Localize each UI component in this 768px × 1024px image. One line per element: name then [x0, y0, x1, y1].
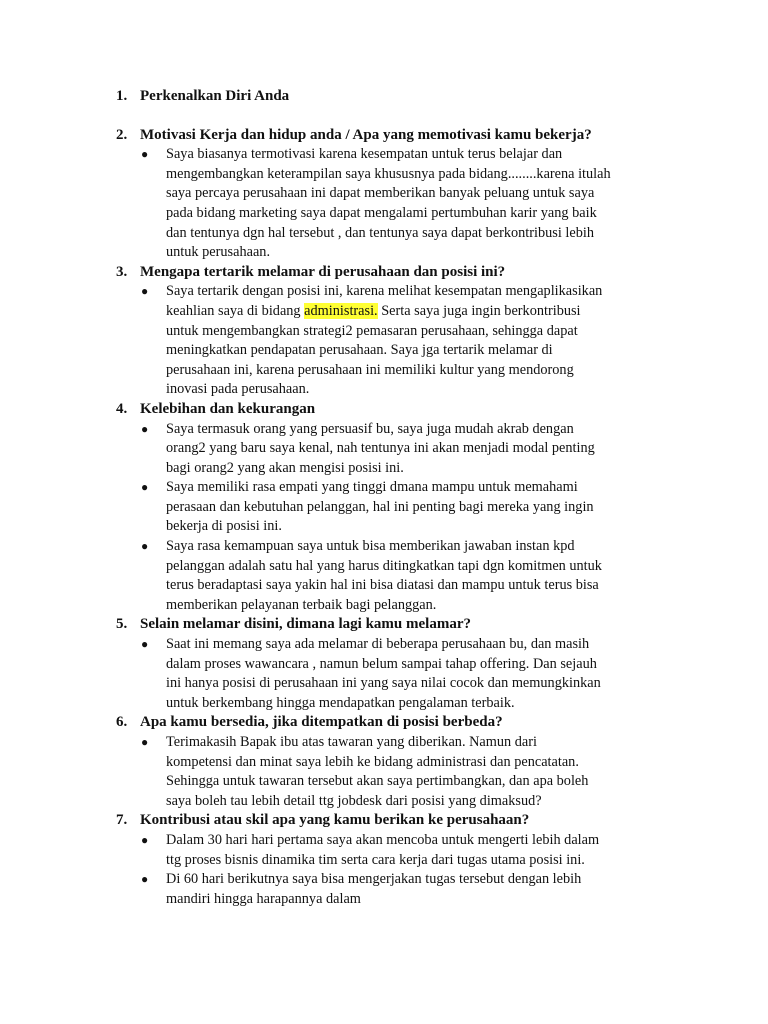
answer-list — [116, 145, 656, 263]
question-number: 4. — [116, 400, 128, 417]
answer-line: mandiri hingga harapannya dalam — [166, 890, 361, 907]
answer-line: Saya rasa kemampuan saya untuk bisa memberikan jawaban instan kpd — [166, 538, 575, 555]
answer-item — [116, 478, 656, 537]
answer-line: dan tentunya dgn hal tersebut , dan tentunya saya dapat berkontribusi lebih — [166, 224, 594, 241]
answer-line: pelanggan adalah satu hal yang harus ditingkatkan tapi dgn komitmen untuk — [166, 557, 602, 574]
answer-item — [116, 635, 656, 713]
answer-line: orang2 yang baru saya kenal, nah tentunya ini akan menjadi modal penting — [166, 440, 595, 457]
question-title: Motivasi Kerja dan hidup anda / Apa yang memotivasi kamu bekerja? — [140, 126, 592, 143]
question-title: Apa kamu bersedia, jika ditempatkan di posisi berbeda? — [140, 714, 503, 731]
question-number: 1. — [116, 88, 128, 104]
answer-item — [116, 870, 656, 909]
answer-line — [166, 302, 656, 322]
answer-list — [116, 831, 656, 909]
answer-line: saya percaya perusahaan ini dapat memberikan banyak peluang untuk saya — [166, 185, 595, 202]
question-number: 6. — [116, 714, 128, 731]
answer-list — [116, 733, 656, 811]
question-item — [116, 713, 656, 811]
answer-line: Sehingga untuk tawaran tersebut akan saya pertimbangkan, dan apa boleh — [166, 773, 589, 790]
answer-line: pada bidang marketing saya dapat mengalami pertumbuhan karir yang baik — [166, 204, 597, 221]
question-item — [116, 263, 656, 400]
answer-line: bekerja di posisi ini. — [166, 518, 282, 535]
question-item — [116, 615, 656, 713]
answer-item — [116, 733, 656, 811]
bullet-icon: ● — [141, 480, 149, 495]
answer-line: Dalam 30 hari hari pertama saya akan mencoba untuk mengerti lebih dalam — [166, 831, 600, 848]
question-list — [116, 87, 656, 909]
question-item — [116, 126, 656, 263]
answer-line: Saya biasanya termotivasi karena kesempatan untuk terus belajar dan — [166, 146, 563, 163]
answer-line: Saya tertarik dengan posisi ini, karena melihat kesempatan mengaplikasikan — [166, 283, 603, 300]
answer-line: bagi orang2 yang akan mengisi posisi ini. — [166, 459, 404, 476]
question-item — [116, 811, 656, 909]
bullet-icon: ● — [141, 637, 149, 652]
answer-line: perusahaan ini, karena perusahaan ini memiliki kultur yang mendorong — [166, 361, 574, 378]
answer-list — [116, 420, 656, 616]
question-number: 3. — [116, 263, 128, 280]
question-number: 2. — [116, 126, 128, 143]
bullet-icon: ● — [141, 539, 149, 554]
answer-line: Saya memiliki rasa empati yang tinggi dmana mampu untuk memahami — [166, 479, 578, 496]
answer-line: Terimakasih Bapak ibu atas tawaran yang diberikan. Namun dari — [166, 734, 537, 750]
answer-line: untuk perusahaan. — [166, 244, 271, 261]
question-title: Selain melamar disini, dimana lagi kamu melamar? — [140, 616, 471, 633]
answer-line: perasaan dan kebutuhan pelanggan, hal ini penting bagi mereka yang ingin — [166, 498, 594, 515]
question-number: 5. — [116, 616, 128, 633]
text-segment: keahlian saya di bidang — [166, 302, 305, 319]
answer-item — [116, 831, 656, 870]
answer-line: kompetensi dan minat saya lebih ke bidang administrasi dan pencatatan. — [166, 753, 579, 770]
bullet-icon: ● — [141, 147, 149, 162]
answer-line: ttg proses bisnis dinamika tim serta cara kerja dari tugas utama posisi ini. — [166, 851, 585, 868]
question-title: Kontribusi atau skil apa yang kamu berikan ke perusahaan? — [140, 812, 530, 829]
answer-list — [116, 282, 656, 400]
bullet-icon: ● — [141, 832, 149, 847]
question-title: Mengapa tertarik melamar di perusahaan dan posisi ini? — [140, 263, 506, 280]
answer-line: Di 60 hari berikutnya saya bisa mengerjakan tugas tersebut dengan lebih — [166, 871, 582, 888]
answer-line: untuk berkembang hingga mendapatkan pengalaman terbaik. — [166, 694, 515, 711]
answer-line: dalam proses wawancara , namun belum sampai tahap offering. Dan sejauh — [166, 655, 597, 672]
highlighted-text: administrasi. — [304, 302, 378, 319]
answer-item — [116, 282, 656, 400]
answer-list — [116, 635, 656, 713]
answer-line: saya boleh tau lebih detail ttg jobdesk dari posisi yang dimaksud? — [166, 792, 542, 809]
answer-line: memberikan pelayanan terbaik bagi pelanggan. — [166, 596, 437, 613]
answer-line: Saat ini memang saya ada melamar di beberapa perusahaan bu, dan masih — [166, 636, 590, 653]
bullet-icon: ● — [141, 872, 149, 887]
answer-line: untuk mengembangkan strategi2 pemasaran perusahaan, sehingga dapat — [166, 322, 578, 339]
bullet-icon: ● — [141, 735, 149, 749]
question-item — [116, 87, 656, 107]
question-number: 7. — [116, 812, 128, 829]
answer-line: Saya termasuk orang yang persuasif bu, saya juga mudah akrab dengan — [166, 420, 574, 437]
bullet-icon: ● — [141, 284, 149, 299]
question-title: Perkenalkan Diri Anda — [140, 88, 290, 104]
question-item — [116, 400, 656, 616]
answer-item — [116, 420, 656, 479]
bullet-icon: ● — [141, 421, 149, 436]
answer-line: terus beradaptasi saya yakin hal ini bisa diatasi dan mampu untuk terus bisa — [166, 577, 599, 594]
answer-line: mengembangkan keterampilan saya khususnya pada bidang........karena itulah — [166, 165, 611, 182]
text-segment: Serta saya juga ingin berkontribusi — [377, 302, 581, 319]
answer-line: ini hanya posisi di perusahaan ini yang saya nilai cocok dan memungkinkan — [166, 675, 601, 692]
question-title: Kelebihan dan kekurangan — [140, 400, 316, 417]
answer-item — [116, 537, 656, 615]
answer-line: meningkatkan pendapatan perusahaan. Saya jga tertarik melamar di — [166, 342, 553, 359]
answer-line: inovasi pada perusahaan. — [166, 381, 310, 398]
answer-item — [116, 145, 656, 263]
